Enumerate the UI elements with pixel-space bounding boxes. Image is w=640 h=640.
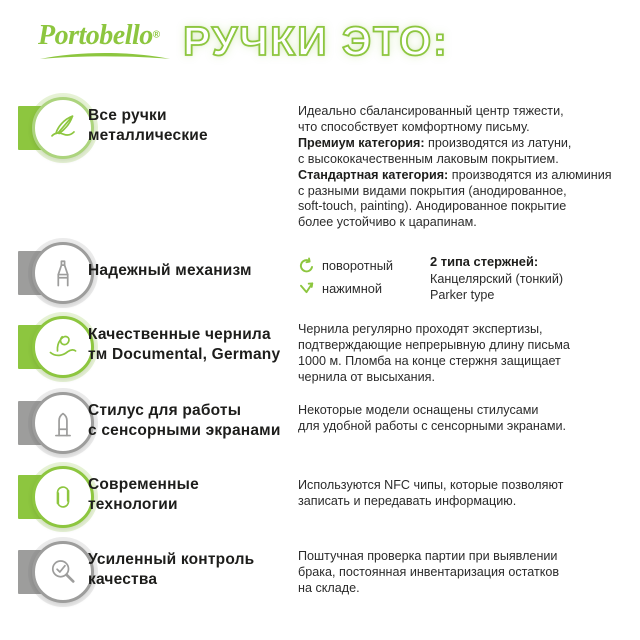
mechanism-option-label: поворотный xyxy=(322,258,394,273)
mechanism-option xyxy=(298,254,430,277)
feature-title: Стилус для работы с сенсорными экранами xyxy=(88,402,281,439)
pen-tip-icon xyxy=(32,242,94,304)
mechanism-options xyxy=(298,254,430,304)
mechanism-details xyxy=(298,254,563,304)
page-title: РУЧКИ ЭТО: xyxy=(183,18,449,64)
logo-text: Portobello xyxy=(38,20,153,51)
feature-title: Усиленный контроль качества xyxy=(88,551,255,588)
feature-description: Идеально сбалансированный центр тяжести, что способствует комфортному письму. Премиум категория: производятся из латуни, с высококачественным лаковым покрытием. Стандартная категория: производятся из алюминия с разными видами покрытия (анодированное, soft-touch, painting). Анодированное покрытие более устойчиво к царапинам. xyxy=(298,104,612,230)
feature-title: Все ручки металлические xyxy=(88,107,208,144)
mechanism-option-label: нажимной xyxy=(322,281,383,296)
feature-description: Используются NFC чипы, которые позволяют записать и передавать информацию. xyxy=(298,478,564,508)
feature-description: Некоторые модели оснащены стилусами для удобной работы с сенсорными экранами. xyxy=(298,403,567,433)
feature-row xyxy=(0,97,640,230)
refill-types xyxy=(430,254,563,304)
refill-type-item: Parker type xyxy=(430,288,495,302)
feature-description: Поштучная проверка партии при выявлении брака, постоянная инвентаризация остатков на складе. xyxy=(298,549,560,595)
mechanism-option xyxy=(298,277,430,300)
quill-hand-icon xyxy=(32,97,94,159)
feature-row xyxy=(0,541,640,603)
feature-title: Качественные чернила тм Documental, Germany xyxy=(88,326,281,363)
portobello-logo xyxy=(38,20,178,62)
logo-swoosh-icon xyxy=(38,50,172,62)
feature-title: Надежный механизм xyxy=(88,262,252,279)
push-arrow-icon xyxy=(298,280,315,297)
nfc-icon xyxy=(32,466,94,528)
ink-scribble-icon xyxy=(32,316,94,378)
magnifier-check-icon xyxy=(32,541,94,603)
feature-row xyxy=(0,392,640,454)
feature-description: Чернила регулярно проходят экспертизы, подтверждающие непрерывную длину письма 1000 м. Пломба на конце стержня защищает чернила от высыхания. xyxy=(298,322,570,384)
rotate-icon xyxy=(298,257,315,274)
stylus-icon xyxy=(32,392,94,454)
refill-type-item: Канцелярский (тонкий) xyxy=(430,271,564,286)
feature-row xyxy=(0,242,640,304)
feature-row xyxy=(0,466,640,528)
feature-title: Современные технологии xyxy=(88,476,199,513)
feature-row xyxy=(0,316,640,384)
refill-types-heading: 2 типа стержней: xyxy=(430,254,539,269)
registered-mark: ® xyxy=(152,29,161,41)
